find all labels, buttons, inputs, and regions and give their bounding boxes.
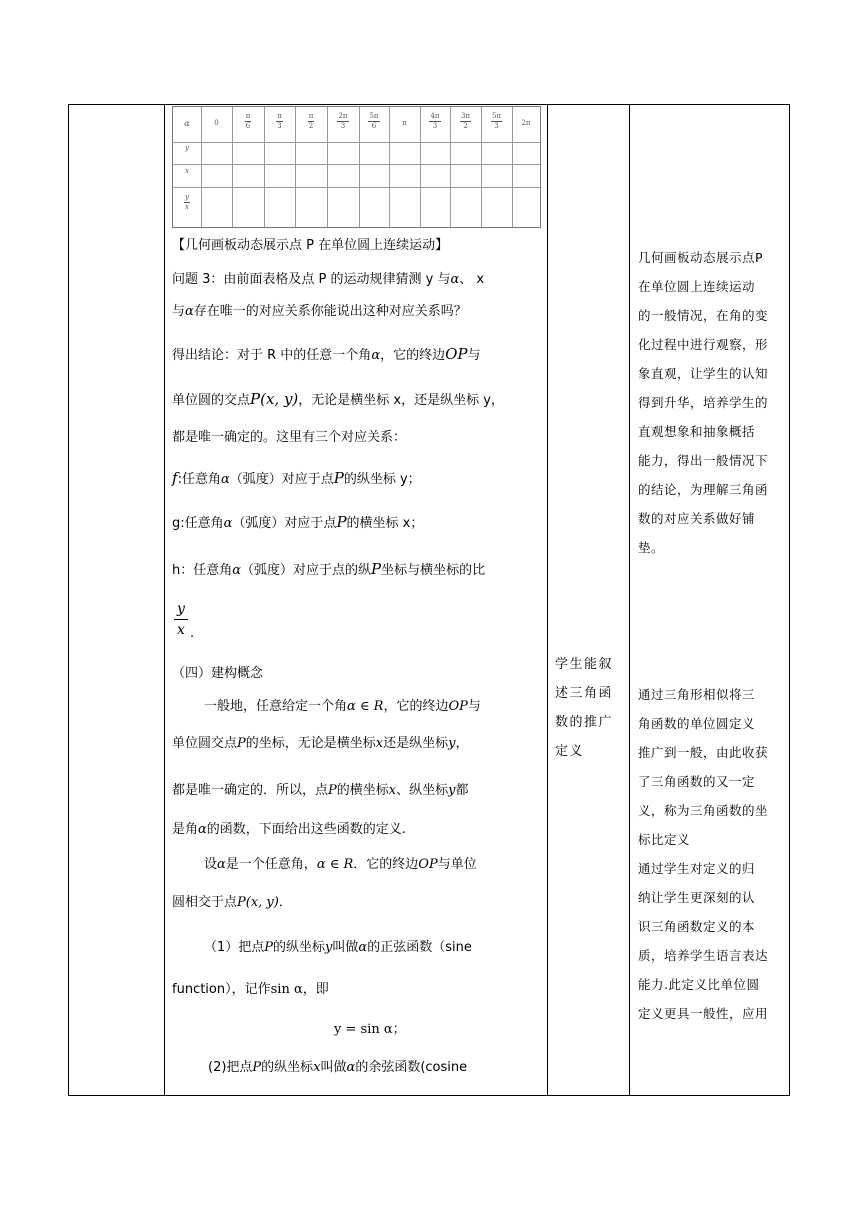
goal-text: 学生能叙 述三角函 数的推广 定义 — [555, 657, 614, 759]
section-4-heading: （四）建构概念 — [172, 666, 264, 681]
angle-pi: π — [402, 119, 407, 127]
ratio-period: . — [190, 626, 195, 641]
angle-2pi: 2π — [521, 119, 531, 127]
conclusion-line-2: 单位圆的交点P(x, y)，无论是横坐标 x，还是纵坐标 y， — [172, 390, 504, 408]
sine-definition-line-1: （1）把点P的纵坐标y叫做α的正弦函数（sine — [204, 940, 472, 955]
row-label-ratio: $\frac{y}{x}$ — [185, 193, 189, 211]
demo-heading: 【几何画板动态展示点 P 在单位圆上连续运动】 — [172, 238, 449, 253]
definition-line-4: 是角α的函数，下面给出这些函数的定义. — [172, 822, 406, 837]
angle-3pi-2: $\frac{3\pi}{2}$ — [460, 112, 471, 130]
intent-block-demo: 几何画板动态展示点P 在单位圆上连续运动 的一般情况，在角的变 化过程中进行观察，形 象直观，让学生的认知 得到升华，培养学生的 直观想象和抽象概括 能力，得出一般情况下 的结论，为理解三角函 数的对应关系做好铺 垫。 — [638, 250, 769, 555]
table-top-border — [68, 104, 789, 105]
angle-5pi-3: $\frac{5\pi}{3}$ — [491, 112, 502, 130]
table-col-line-2 — [164, 104, 165, 1096]
setup-line-1: 设α是一个任意角，α ∈ R．它的终边OP与单位 — [204, 857, 477, 872]
definition-line-3: 都是唯一确定的．所以，点P的横坐标x、纵坐标y都 — [172, 783, 469, 798]
conclusion-line-1: 得出结论：对于 R 中的任意一个角α，它的终边OP与 — [172, 345, 481, 363]
table-col-line-3 — [547, 104, 548, 1096]
mapping-h: h：任意角α（弧度）对应于点的纵P坐标与横坐标的比 — [172, 560, 486, 578]
table-col-line-1 — [68, 104, 69, 1096]
row-label-y: y — [185, 144, 189, 152]
table-bottom-border — [68, 1095, 789, 1096]
definition-line-2: 单位圆交点P的坐标，无论是横坐标x还是纵坐标y， — [172, 736, 469, 751]
angle-4pi-3: $\frac{4\pi}{3}$ — [430, 112, 440, 130]
sine-definition-line-2: function），记作sin α，即 — [172, 982, 329, 997]
ratio-y-over-x: y x — [174, 600, 188, 639]
angle-value-table — [172, 106, 541, 228]
intent-block-definition: 通过三角形相似将三 角函数的单位圆定义 推广到一般，由此收获 了三角函数的又一定 义，称为三角函数的坐 标比定义 通过学生对定义的归 纳让学生更深刻的认 识三角函数定义的本 质，培养学生语言表达 能力.此定义比单位圆 定义更具一般性，应用 — [638, 687, 769, 1021]
conclusion-line-3: 都是唯一确定的。这里有三个对应关系： — [172, 430, 407, 445]
table-col-line-5 — [789, 104, 790, 1096]
angle-pi-6: $\frac{\pi}{6}$ — [245, 112, 251, 130]
definition-line-1: 一般地，任意给定一个角α ∈ R，它的终边OP与 — [204, 699, 481, 714]
sine-equation: y = sin α； — [334, 1022, 406, 1037]
angle-pi-2: $\frac{\pi}{2}$ — [308, 112, 314, 130]
table-col-line-4 — [629, 104, 630, 1096]
angle-5pi-6: $\frac{5\pi}{6}$ — [369, 112, 379, 130]
question-3-line-2: 与α存在唯一的对应关系你能说出这种对应关系吗？ — [172, 304, 467, 319]
angle-0: 0 — [214, 119, 219, 127]
angle-2pi-3: $\frac{2\pi}{3}$ — [338, 112, 348, 130]
row-label-x: x — [185, 167, 189, 175]
setup-line-2: 圆相交于点P(x, y)． — [172, 895, 292, 910]
question-3-line-1: 问题 3：由前面表格及点 P 的运动规律猜测 y 与α、 x — [172, 272, 485, 287]
mapping-g: g:任意角α（弧度）对应于点P的横坐标 x； — [172, 513, 424, 531]
cosine-definition-line-1: (2)把点P的纵坐标x叫做α的余弦函数(cosine — [208, 1060, 468, 1075]
table-alpha-label: α — [184, 119, 190, 128]
angle-pi-3: $\frac{\pi}{3}$ — [277, 112, 282, 130]
mapping-f: f:任意角α（弧度）对应于点P的纵坐标 y； — [172, 469, 421, 487]
